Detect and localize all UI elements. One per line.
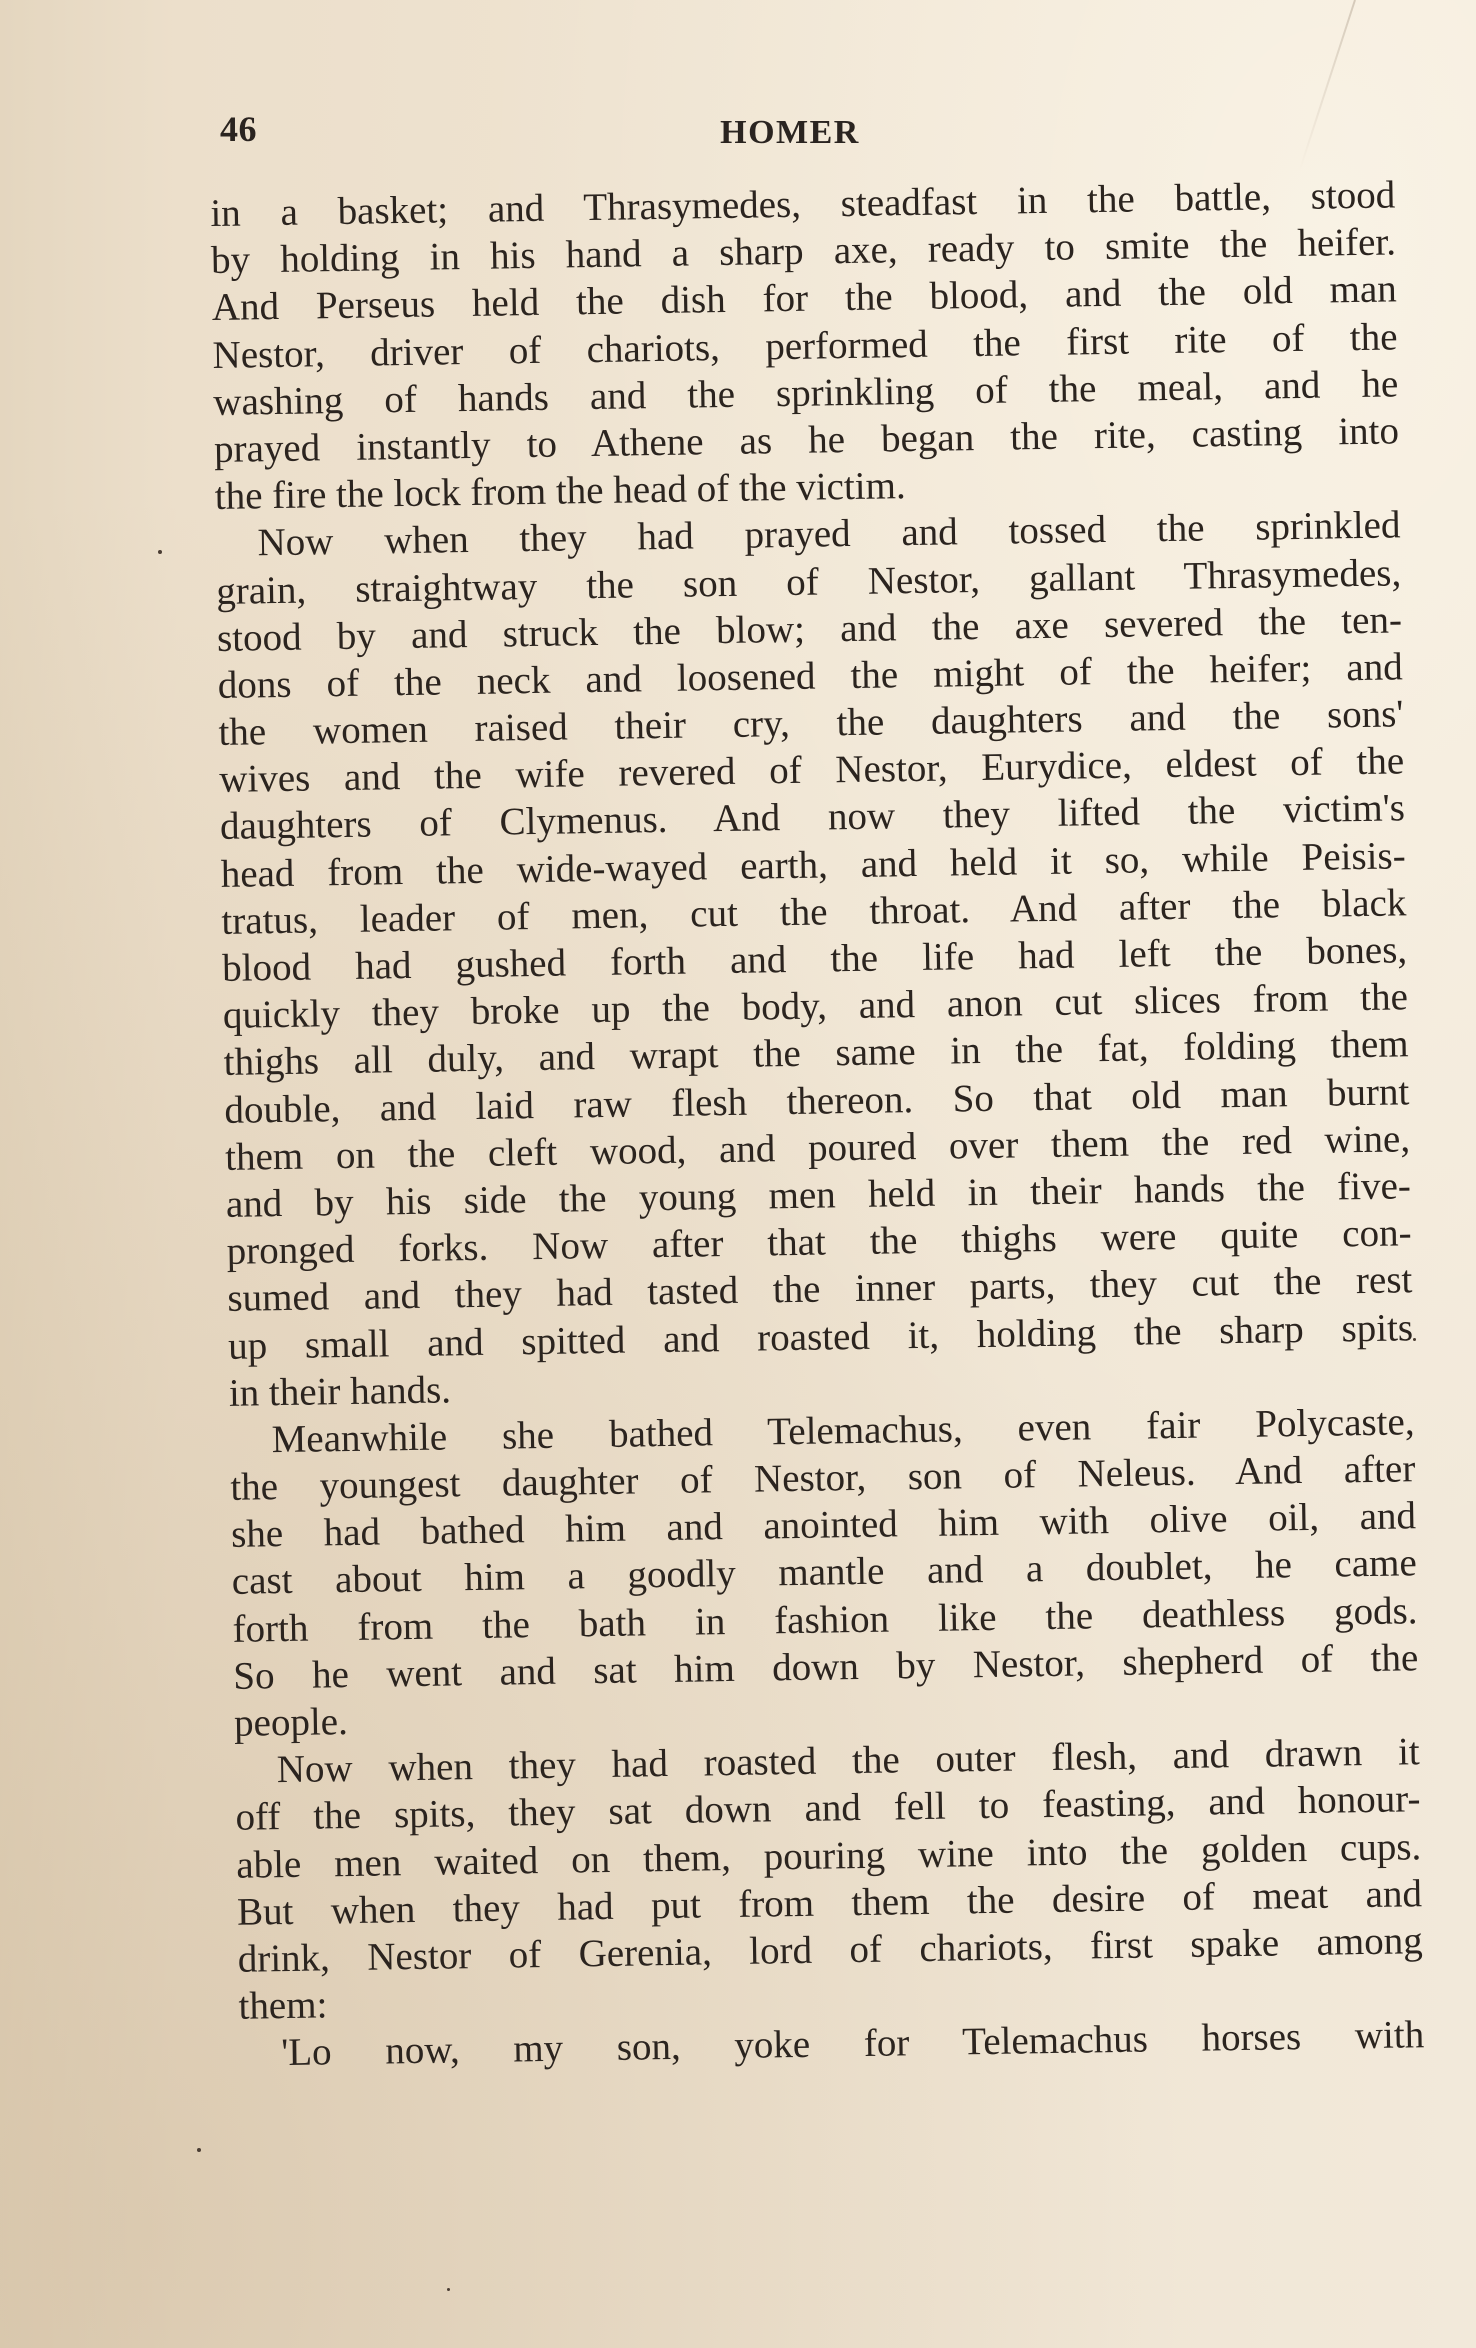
text-line: But when they had put from them the desire of meat and [236, 1871, 1423, 1934]
text-line: daughters of Clymenus. And now they lifted the victim's [219, 786, 1406, 849]
text-line: head from the wide-wayed earth, and held it so, while Peisis- [220, 833, 1406, 896]
text-line: washing of hands and the sprinkling of the meal, and he [212, 362, 1399, 424]
text-line: the youngest daughter of Nestor, son of Neleus. And after [230, 1447, 1416, 1509]
text-line: cast about him a goodly mantle and a doublet, he came [231, 1541, 1418, 1604]
text-line: prayed instantly to Athene as he began the rite, casting into [213, 409, 1400, 471]
text-line: And Perseus held the dish for the blood, and the old man [211, 267, 1398, 330]
ink-speck [1413, 1338, 1416, 1341]
text-line: Meanwhile she bathed Telemachus, even fair Polycaste, [271, 1400, 1415, 1462]
text-line: Now when they had prayed and tossed the sprinkled [257, 503, 1401, 565]
ink-speck [447, 2288, 450, 2291]
text-line: wives and the wife revered of Nestor, Eurydice, eldest of the [218, 739, 1405, 802]
text-line: dons of the neck and loosened the might of the heifer; and [217, 645, 1403, 707]
text-line: by holding in his hand a sharp axe, ready to smite the heifer. [210, 220, 1397, 283]
text-line: tratus, leader of men, cut the throat. And after the black [221, 881, 1407, 943]
text-line: Nestor, driver of chariots, performed the first rite of the [212, 314, 1398, 377]
page-number: 46 [220, 109, 257, 149]
text-line: pronged forks. Now after that the thighs were quite con- [226, 1211, 1412, 1273]
text-line: thighs all duly, and wrapt the same in the fat, folding them [223, 1022, 1409, 1085]
text-line: people. [233, 1700, 349, 1745]
text-line: forth from the bath in fashion like the deathless gods. [232, 1588, 1418, 1651]
text-line: them: [238, 1983, 328, 2028]
text-line: So he went and sat him down by Nestor, shepherd of the [233, 1636, 1419, 1698]
text-line: able men waited on them, pouring wine into the golden cups. [235, 1824, 1422, 1887]
text-line: in a basket; and Thrasymedes, steadfast in the battle, stood [210, 173, 1396, 235]
text-line: Now when they had roasted the outer flesh, and drawn it [276, 1730, 1421, 1792]
text-line: sumed and they had tasted the inner parts, they cut the rest [227, 1258, 1413, 1321]
ink-speck [197, 2148, 201, 2152]
body-text [210, 171, 1425, 2077]
text-line: the women raised their cry, the daughters and the sons' [218, 692, 1404, 754]
text-line: off the spits, they sat down and fell to feasting, and honour- [235, 1777, 1421, 1840]
text-line: drink, Nestor of Gerenia, lord of chariots, first spake among [237, 1919, 1423, 1981]
text-line: double, and laid raw flesh thereon. So that old man burnt [224, 1069, 1410, 1132]
text-line: the fire the lock from the head of the victim. [214, 464, 906, 519]
text-line: blood had gushed forth and the life had left the bones, [221, 928, 1408, 990]
text-line: 'Lo now, my son, yoke for Telemachus horses with [280, 2013, 1425, 2075]
running-title: HOMER [720, 114, 860, 151]
text-line: up small and spitted and roasted it, holding the sharp spits [227, 1305, 1414, 1368]
text-line: she had bathed him and anointed him with olive oil, and [230, 1494, 1417, 1557]
ink-speck [158, 550, 162, 554]
text-line: them on the cleft wood, and poured over them the red wine, [224, 1117, 1411, 1179]
text-line: quickly they broke up the body, and anon cut slices from the [222, 975, 1409, 1038]
text-line: in their hands. [228, 1368, 452, 1415]
running-head [200, 108, 1380, 160]
text-line: stood by and struck the blow; and the axe severed the ten- [216, 598, 1403, 660]
text-line: grain, straightway the son of Nestor, gallant Thrasymedes, [215, 550, 1402, 613]
text-line: and by his side the young men held in their hands the five- [225, 1164, 1412, 1226]
